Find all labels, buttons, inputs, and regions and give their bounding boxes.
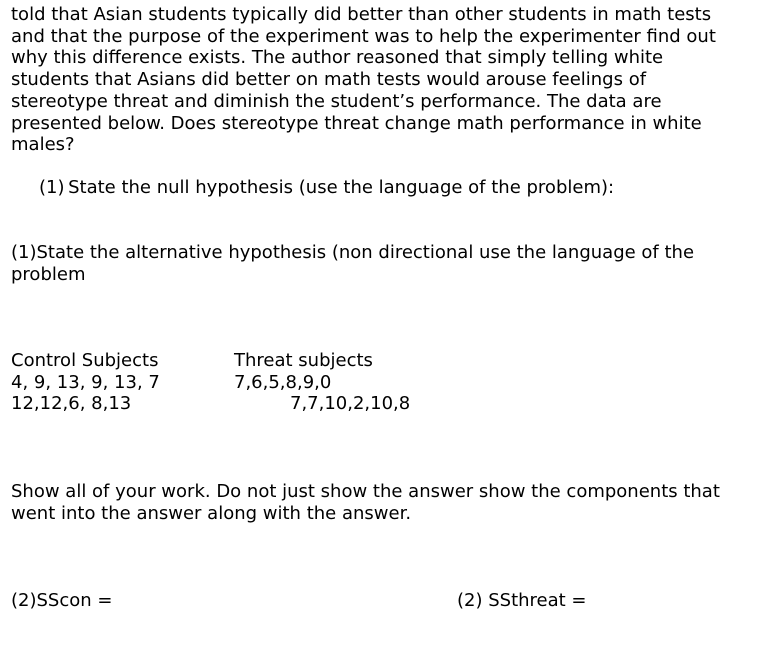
null-hypothesis-question: (1) State the null hypothesis (use the language of the problem): <box>39 177 615 198</box>
intro-line: presented below. Does stereotype threat change math performance in white <box>11 112 702 134</box>
control-header: Control Subjects <box>11 350 159 371</box>
control-values-row: 4, 9, 13, 9, 13, 7 <box>11 371 160 393</box>
threat-subjects-data <box>234 350 410 415</box>
intro-line: why this difference exists. The author reasoned that simply telling white <box>11 47 664 69</box>
intro-line: told that Asian students typically did better than other students in math tests <box>11 4 712 25</box>
intro-line: stereotype threat and diminish the student’s performance. The data are <box>11 90 662 112</box>
instructions-line: Show all of your work. Do not just show the answer show the components that <box>11 481 720 502</box>
alt-question-line: problem <box>11 263 86 285</box>
control-subjects-data <box>11 350 160 415</box>
threat-header: Threat subjects <box>234 350 373 371</box>
intro-line: males? <box>11 134 75 156</box>
intro-line: and that the purpose of the experiment was to help the experimenter find out <box>11 25 716 47</box>
intro-line: students that Asians did better on math tests would arouse feelings of <box>11 69 647 91</box>
instructions-line: went into the answer along with the answer. <box>11 502 412 524</box>
work-instructions <box>11 481 720 524</box>
sscon-label: (2)SScon = <box>11 590 113 611</box>
ssthreat-label: (2) SSthreat = <box>457 590 587 611</box>
alternative-hypothesis-question <box>11 242 694 285</box>
alt-question-line: (1)State the alternative hypothesis (non directional use the language of the <box>11 242 695 263</box>
problem-intro-paragraph <box>11 4 716 156</box>
threat-values-row: 7,7,10,2,10,8 <box>290 393 411 415</box>
threat-values-row: 7,6,5,8,9,0 <box>234 371 332 393</box>
control-values-row: 12,12,6, 8,13 <box>11 393 132 415</box>
